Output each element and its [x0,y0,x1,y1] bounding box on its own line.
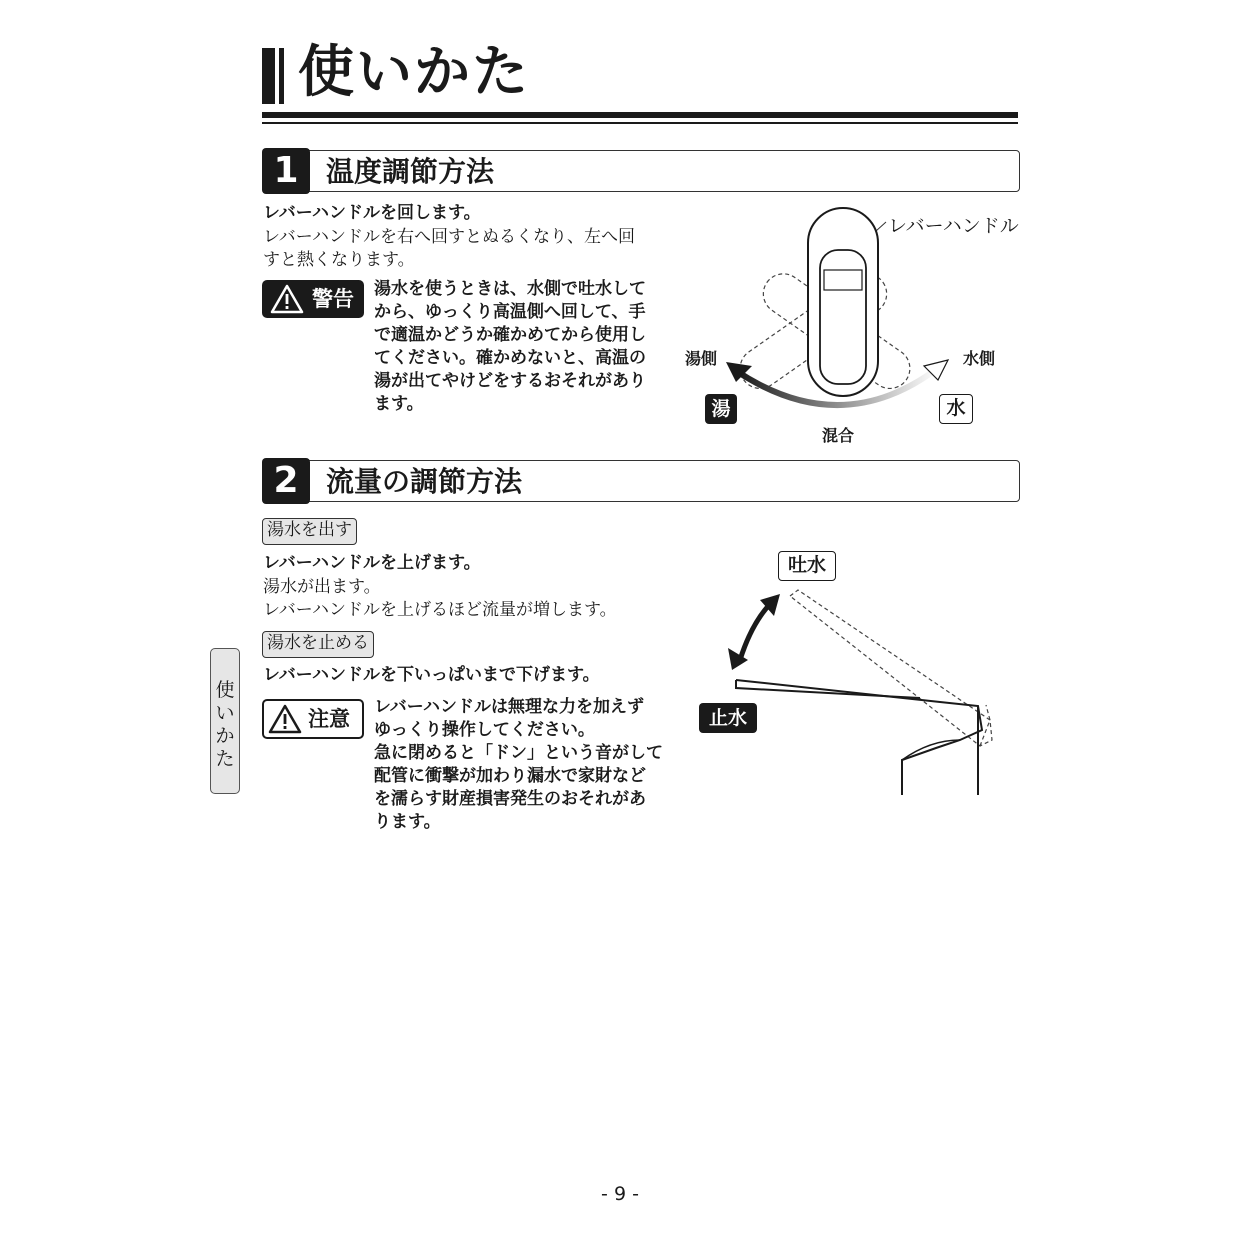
caution-triangle-icon [268,703,302,735]
cold-side-label: 水側 [963,349,996,368]
tag-stop-water: 湯水を止める [262,631,374,658]
mix-label: 混合 [822,426,855,445]
caution-text-line: ります。 [374,812,441,832]
hot-side-label: 湯側 [685,349,718,368]
caution-label: 注意 [308,707,350,731]
side-tab-char: か [215,725,235,747]
warning-text-line: ます。 [374,394,424,414]
lever-handle-flow-figure [690,580,1020,795]
tag-open-water: 湯水を出す [262,518,357,545]
section1-title: 温度調節方法 [326,155,495,188]
cold-badge: 水 [939,394,973,424]
page-number: - 9 - [601,1183,639,1205]
open-text-line: レバーハンドルを上げるほど流量が増します。 [263,600,617,620]
section2-number: 2 [262,458,310,504]
title-rule-thin [262,122,1018,124]
lever-handle-label: レバーハンドル [888,215,1019,237]
side-tab-char: 使 [215,679,235,701]
side-tab-char: い [215,702,235,724]
hot-badge: 湯 [705,394,737,424]
caution-text-line: 配管に衝撃が加わり漏水で家財など [374,766,646,786]
warning-label: 警告 [312,287,354,311]
warning-text-line: から、ゆっくり高温側へ回して、手 [374,302,646,322]
discharge-label: 吐水 [778,551,836,581]
section1-body-line: すと熱くなります。 [263,250,415,270]
stop-water-label: 止水 [699,703,757,733]
stop-lead: レバーハンドルを下いっぱいまで下げます。 [263,665,600,685]
caution-text-line: ゆっくり操作してください。 [374,720,595,740]
section1-body-line: レバーハンドルを右へ回すとぬるくなり、左へ回 [263,227,635,247]
section1-lead: レバーハンドルを回します。 [263,203,481,223]
warning-triangle-icon [270,283,304,315]
side-tab [210,648,240,794]
warning-text-line: で適温かどうか確かめてから使用し [374,325,646,345]
caution-text-line: レバーハンドルは無理な力を加えず [374,697,644,717]
page-title: 使いかた [298,40,530,105]
title-rule [262,112,1018,118]
warning-text-line: てください。確かめないと、高温の [374,348,646,368]
open-lead: レバーハンドルを上げます。 [263,553,481,573]
open-text-line: 湯水が出ます。 [263,577,381,597]
section2-title: 流量の調節方法 [326,465,523,498]
section1-number: 1 [262,148,310,194]
title-bar-mark [262,48,275,104]
title-bar-mark-thin [279,48,284,104]
warning-text-line: 湯水を使うときは、水側で吐水して [374,279,646,299]
caution-text-line: 急に閉めると「ドン」という音がして [374,743,663,763]
caution-text-line: を濡らす財産損害発生のおそれがあ [374,789,646,809]
warning-text-line: 湯が出てやけどをするおそれがあり [374,371,646,391]
side-tab-char: た [215,748,235,770]
